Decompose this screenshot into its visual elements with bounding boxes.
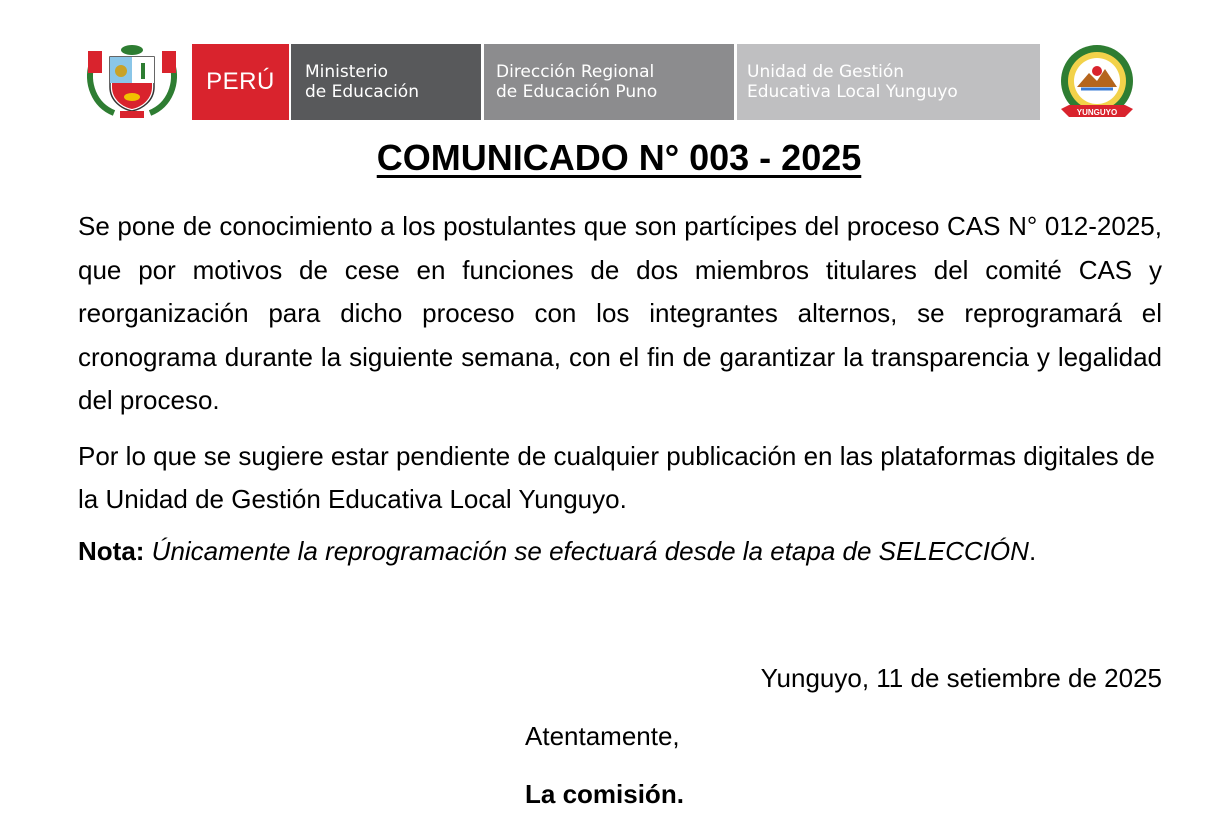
body-paragraph-1: Se pone de conocimiento a los postulantes que son partícipes del proceso CAS N° 012-2025, que por motivos de cese en funciones de dos miembros titulares del comité CAS y reorganización para dicho proceso con los integrantes alternos, se reprogramará el cronograma durante la siguiente semana, con el fin de garantizar la transparencia y legalidad del proceso.: [78, 211, 1162, 415]
ugel-line-1: Unidad de Gestión: [747, 62, 905, 82]
letterhead: [84, 43, 1154, 120]
signature: La comisión.: [525, 779, 684, 809]
ugel-yunguyo-seal-icon: [1047, 43, 1147, 127]
ministry-line-1: Ministerio: [305, 62, 388, 82]
seal-banner-text: YUNGUYO: [1076, 108, 1118, 117]
note-label: Nota:: [78, 535, 145, 566]
peru-coat-of-arms-icon: [84, 43, 180, 120]
note-period: .: [1028, 535, 1037, 566]
regional-directorate-box: [484, 44, 734, 120]
ugel-line-2: Educativa Local Yunguyo: [747, 82, 958, 102]
regional-line-1: Dirección Regional: [496, 62, 655, 82]
closing-regards: Atentamente,: [525, 721, 680, 751]
document-body: [78, 205, 1162, 573]
note-text: Únicamente la reprogramación se efectuará desde la etapa de SELECCIÓN: [151, 535, 1029, 566]
regional-line-2: de Educación Puno: [496, 82, 658, 102]
ugel-box: [737, 44, 1040, 120]
note-paragraph: [78, 530, 1162, 574]
document-title: COMUNICADO N° 003 - 2025: [376, 137, 862, 178]
ministry-box: [291, 44, 481, 120]
place-and-date: Yunguyo, 11 de setiembre de 2025: [760, 663, 1162, 693]
country-label: PERÚ: [206, 68, 275, 95]
peru-brand-box: [192, 44, 289, 120]
ministry-line-2: de Educación: [305, 82, 419, 102]
body-paragraph-2: Por lo que se sugiere estar pendiente de cualquier publicación en las plataformas digitales de la Unidad de Gestión Educativa Local Yunguyo.: [78, 440, 1155, 514]
